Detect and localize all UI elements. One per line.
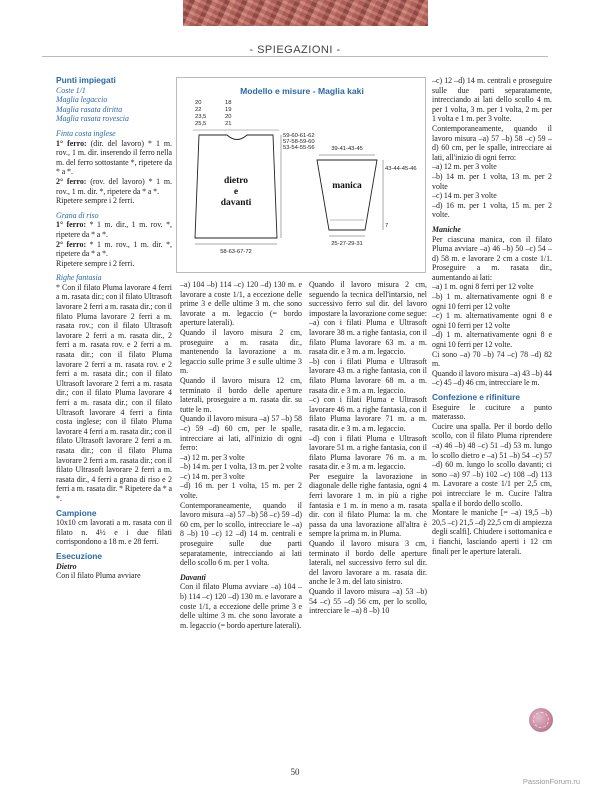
paragraph-riso-ripeti: Ripetere sempre i 2 ferri.	[56, 258, 135, 268]
page-number: 50	[290, 767, 300, 777]
left-height-4: 25,5	[195, 121, 207, 127]
column-4	[432, 76, 552, 556]
paragraph-scollo-f: –d) 16 m. per 1 volta, 15 m. per 2 volte.	[432, 200, 552, 220]
watermark: PassionForum.ru	[522, 777, 580, 786]
paragraph-dietro-f: –b) 14 m. per 1 volta, 13 m. per 2 volte	[180, 462, 302, 472]
left-height-1: 20	[195, 100, 202, 106]
left-height-2: 22	[195, 107, 202, 113]
stitch-legaccio: Maglia legaccio	[56, 95, 108, 105]
subheading-fantasia: Righe fantasia	[56, 273, 102, 283]
paragraph-davanti-f: Per eseguire la lavorazione in diagonale delle righe fantasia, ogni 4 ferri lavorare 1 m. in più a righe fantasia e 1 m. in meno a m. rasata dir. con il filato Pluma: la m. che passa da una lavorazione all'altra è sempre la prima m. in Pluma.	[309, 471, 427, 539]
paragraph-scollo-a: –c) 12 –d) 14 m. centrali e proseguire sulle due parti separatamente, intrecciando ai lati dello scollo 4 m. per 1 volta, 3 m. per 1 volta, 2 m. per 1 volta e 1 m. per 3 volte.	[432, 76, 552, 124]
paragraph-maniche-c: –b) 1 m. alternativamente ogni 8 e ogni 10 ferri per 12 volte	[432, 292, 552, 311]
paragraph-confezione-c: Montare le maniche [= –a) 19,5 –b) 20,5 –c) 21,5 –d) 22,5 cm di ampiezza degli scalfi]. Chiudere i sottomanica e i fianchi, lasciando aperti i 12 cm finali per le aperture laterali.	[432, 508, 552, 556]
yarn-ball-icon	[529, 708, 553, 732]
paragraph-maniche-g: Quando il lavoro misura –a) 43 –b) 44 –c) 45 –d) 46 cm, intrecciare le m.	[432, 368, 552, 388]
paragraph-fantasia: * Con il filato Pluma lavorare 4 ferri a m. rasata dir.; con il filato Ultrasoft lavorare 2 ferri a m. rasata dir.; con il filato Pluma lavorare 2 ferri a m. rasata rov.; con il filato Ultrasoft lavorare 2 ferri a m. rasata dir., 2 ferri a m. rasata rov. e 2 ferri a m. rasata dir.; con il filato Pluma lavorare 2 ferri a m. rasata rov. e 2 ferri a m. rasata dir.; con il filato Ultrasoft lavorare 2 ferri a m. rasata dir.; con il filato Pluma lavorare 4 ferri a m. rasata dir.; con il filato Ultrasoft lavorare 4 ferri a finta costa inglese; con il filato Pluma lavorare 4 ferri a m. rasata dir.; con il filato Ultrasoft lavorare 2 ferri a m. rasata dir.; con il filato Pluma lavorare 2 ferri a m. rasata dir.; con il filato Ultrasoft lavorare 2 ferri a m. rasata dir., 4 ferri a grana di riso e 2 ferri a m. rasata dir. * Ripetere da * a *.	[56, 282, 172, 503]
paragraph-davanti-h: Quando il lavoro misura –a) 53 –b) 54 –c) 55 –d) 56 cm, per lo scollo, intrecciare le –a) 8 –b) 10	[309, 587, 427, 616]
paragraph-confezione-a: Eseguire le cuciture a punto materasso.	[432, 402, 552, 422]
body-label-2: e	[233, 187, 239, 197]
subheading-riso: Grana di riso	[56, 210, 99, 220]
paragraph-dietro: Con il filato Pluma avviare	[56, 571, 141, 581]
paragraph-riso-1: 1° ferro: * 1 m. dir., 1 m. rov. *, ripetere da * a *.	[56, 220, 172, 239]
stitch-rasata-diritta: Maglia rasata diritta	[56, 104, 123, 114]
column-1	[56, 76, 172, 581]
measurement-diagram	[176, 77, 426, 273]
paragraph-maniche-a: Per ciascuna manica, con il filato Pluma avviare –a) 46 –b) 50 –c) 54 –d) 58 m. e lavorare 2 cm a coste 1/1. Proseguire a m. rasata dir., aumentando ai lati:	[432, 234, 552, 282]
paragraph-riso-2: 2° ferro: * 1 m. rov., 1 m. dir. *, ripetere da * a *.	[56, 239, 172, 259]
sleeve-outline	[317, 160, 377, 230]
sleeve-bottom-label: 25-27-29-31	[331, 241, 363, 247]
right-height-4: 21	[225, 121, 232, 127]
left-height-3: 23,5	[195, 114, 207, 120]
subheading-finta: Finta costa inglese	[56, 128, 116, 138]
paragraph-finta-2: 2° ferro: (rov. del lavoro) * 1 m. rov., 1 m. dir. *, ripetere da * a *.	[56, 176, 172, 196]
body-label-1: dietro	[223, 176, 249, 186]
paragraph-campione: 10x10 cm lavorati a m. rasata con il filato n. 4½ e i due filati corrispondono a 18 m. e 28 ferri.	[56, 518, 172, 547]
heading-campione: Campione	[56, 507, 97, 518]
header-photo	[183, 0, 428, 26]
body-width-label: 58-63-67-72	[220, 249, 252, 255]
paragraph-davanti-b: –a) con i filati Pluma e Ultrasoft lavorare 38 m. a righe fantasia, con il filato Pluma lavorare 63 m. a m. rasata dir. e 3 m. a m. legaccio.	[309, 318, 427, 357]
paragraph-dietro-a: –a) 104 –b) 114 –c) 120 –d) 130 m. e lavorare a coste 1/1, a eccezione delle prime 3 e delle ultime 3 m. che sono lavorate a m. legaccio (= bordo aperture laterali).	[180, 280, 302, 328]
diagram-drawing	[177, 78, 427, 274]
title-divider	[42, 56, 548, 57]
subheading-maniche: Maniche	[432, 224, 461, 234]
sleeve-top-label: 39-41-43-45	[331, 146, 363, 152]
heading-esecuzione: Esecuzione	[56, 550, 103, 561]
stitch-coste: Coste 1/1	[56, 85, 86, 95]
subheading-dietro: Dietro	[56, 561, 77, 571]
armhole-mark-3: 53-54-55-56	[283, 145, 315, 151]
paragraph-scollo-e: –c) 14 m. per 3 volte	[432, 191, 497, 201]
paragraph-dietro-g: –c) 14 m. per 3 volte	[180, 471, 245, 481]
paragraph-davanti-d: –c) con i filati Pluma e Ultrasoft lavorare 46 m. a righe fantasia, con il filato Pluma lavorare 71 m. a m. rasata dir. e 3 m. a m. legaccio.	[309, 395, 427, 433]
stitch-rasata-rovescia: Maglia rasata rovescia	[56, 114, 129, 124]
armhole-mark-1: 59-60-61-62	[283, 133, 315, 139]
paragraph-scollo-b: Contemporaneamente, quando il lavoro misura –a) 57 –b) 58 –c) 59 –d) 60 cm, per le spalle, intrecciare ai lati, all'inizio di ogni ferro:	[432, 123, 552, 162]
paragraph-davanti-c: –b) con i filati Pluma e Ultrasoft lavorare 43 m. a righe fantasia, con il filato Pluma lavorare 68 m. a m. rasata dir. e 3 m. a m. legaccio.	[309, 356, 427, 395]
heading-confezione: Confezione e rifiniture	[432, 392, 521, 402]
paragraph-maniche-b: –a) 1 m. ogni 8 ferri per 12 volte	[432, 282, 534, 292]
armhole-mark-2: 57-58-59-60	[283, 139, 315, 145]
paragraph-confezione-b: Cucire una spalla. Per il bordo dello scollo, con il filato Pluma riprendere –a) 46 –b) 48 –c) 51 –d) 53 m. lungo lo scollo dietro e –a) 51 –b) 54 –c) 57 –d) 60 m. lungo lo scollo davanti; ci sono –a) 97 –b) 102 –c) 108 –d) 113 m. Lavorare a coste 1/1 per 2,5 cm, poi intrecciare le m. Cucire l'altra spalla e il bordo dello scollo.	[432, 421, 552, 508]
paragraph-davanti: Con il filato Pluma avviare –a) 104 –b) 114 –c) 120 –d) 130 m. e lavorare a coste 1/1, a eccezione delle prime 3 e delle ultime 3 m. che sono lavorate a m. legaccio (= bordo aperture laterali).	[180, 582, 302, 630]
paragraph-dietro-c: Quando il lavoro misura 12 cm, terminato il bordo delle aperture laterali, proseguire a m. rasata dir. su tutte le m.	[180, 375, 302, 414]
sleeve-cuff-label: 7	[385, 223, 389, 229]
paragraph-finta-ripeti: Ripetere sempre i 2 ferri.	[56, 196, 135, 206]
heading-punti: Punti impiegati	[56, 75, 116, 85]
diagram-title: Modello e misure - Maglia kaki	[240, 86, 364, 96]
paragraph-maniche-f: Ci sono –a) 70 –b) 74 –c) 78 –d) 82 m.	[432, 349, 552, 369]
paragraph-scollo-d: –b) 14 m. per 1 volta, 13 m. per 2 volte	[432, 171, 552, 191]
column-3	[309, 280, 427, 616]
body-label-3: davanti	[220, 198, 252, 208]
paragraph-dietro-e: –a) 12 m. per 3 volte	[180, 452, 245, 462]
section-title: - SPIEGAZIONI -	[249, 44, 341, 56]
paragraph-davanti-e: –d) con i filati Pluma e Ultrasoft lavorare 51 m. a righe fantasia, con il filato Pluma lavorare 76 m. a m. rasata dir. e 3 m. a m. legaccio.	[309, 433, 427, 472]
paragraph-finta-1: 1° ferro: (dir. del lavoro) * 1 m. rov., 1 m. dir. inserendo il ferro nella m. del ferro sottostante *, ripetere da * a *.	[56, 138, 172, 177]
paragraph-maniche-d: –c) 1 m. alternativamente ogni 8 e ogni 10 ferri per 12 volte	[432, 311, 552, 330]
right-height-3: 20	[225, 114, 232, 120]
column-2	[180, 280, 302, 630]
right-height-2: 19	[225, 107, 232, 113]
right-height-1: 18	[225, 100, 232, 106]
paragraph-dietro-h: –d) 16 m. per 1 volta, 15 m. per 2 volte.	[180, 481, 302, 501]
paragraph-maniche-e: –d) 1 m. alternativamente ogni 8 e ogni 10 ferri per 12 volte.	[432, 330, 552, 350]
paragraph-dietro-b: Quando il lavoro misura 2 cm, proseguire a m. rasata dir., mantenendo la lavorazione a m. legaccio sulle prime 3 e sulle ultime 3 m.	[180, 327, 302, 376]
sleeve-label: manica	[332, 181, 362, 191]
paragraph-davanti-a: Quando il lavoro misura 2 cm, seguendo la tecnica dell'intarsio, nel successivo ferro sul dir. del lavoro impostare la lavorazione come segue:	[309, 280, 427, 318]
subheading-davanti: Davanti	[180, 572, 206, 582]
paragraph-dietro-d: Quando il lavoro misura –a) 57 –b) 58 –c) 59 –d) 60 cm, per le spalle, intrecciare ai lati, all'inizio di ogni ferro:	[180, 414, 302, 453]
paragraph-scollo-c: –a) 12 m. per 3 volte	[432, 162, 497, 172]
paragraph-dietro-i: Contemporaneamente, quando il lavoro misura –a) 57 –b) 58 –c) 59 –d) 60 cm, per lo scollo, intrecciare le –a) 8 –b) 10 –c) 12 –d) 14 m. centrali e proseguire sulle due parti separatamente, intrecciando ai lati dello scollo 6 m. per 1 volta.	[180, 500, 302, 568]
paragraph-davanti-g: Quando il lavoro misura 3 cm, terminato il bordo delle aperture laterali, nel successivo ferro sul dir. del lavoro lavorare a m. rasata dir. anche le 3 m. del lato sinistro.	[309, 539, 427, 587]
sleeve-length-label: 43-44-45-46	[385, 166, 417, 172]
